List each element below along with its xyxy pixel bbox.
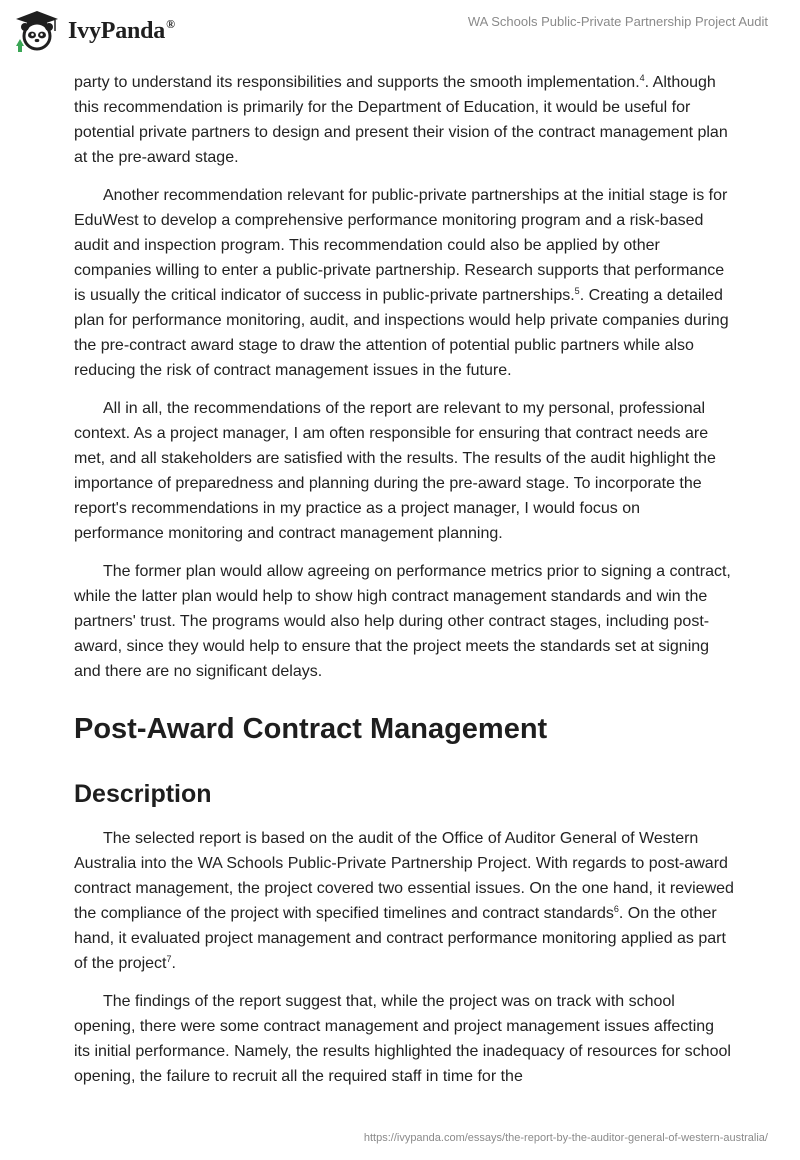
page-header [0,0,800,68]
document-title: WA Schools Public-Private Partnership Project Audit [467,14,768,29]
subsection-heading: Description [74,780,212,808]
paragraph: The selected report is based on the audit of the Office of Auditor General of Western Australia into the WA Schools Public-Private Partnership Project. With regards to post-award contract management, the project covered two essential issues. On the one hand, it reviewed the compliance of the project with specified timelines and contract standards$^6$. On the other hand, it evaluated project management and contract performance monitoring applied as part of the project$^7$. [74,830,734,972]
essay-body [74,70,734,1102]
paragraph: Another recommendation relevant for public-private partnerships at the initial stage is for EduWest to develop a comprehensive performance monitoring program and a risk-based audit and inspection program. This recommendation could also be applied by other companies willing to enter a public-private partnership. Research supports that performance is usually the critical indicator of success in public-private partnerships.$^5$. Creating a detailed plan for performance monitoring, audit, and inspections would help private companies during the pre-contract award stage to draw the attention of potential public partners while also reducing the risk of contract management issues in the future. [74,187,729,379]
brand-name: IvyPanda® [68,17,175,44]
source-url[interactable]: https://ivypanda.com/essays/the-report-by-the-auditor-general-of-western-australia/ [363,1132,768,1144]
section-heading: Post-Award Contract Management [74,713,548,745]
brand-logo[interactable] [14,9,175,53]
paragraph: party to understand its responsibilities and supports the smooth implementation.$^4$. Although this recommendation is primarily for the Department of Education, it would be useful for potential private partners to design and present their vision of the contract management plan at the pre-award stage. [74,73,728,166]
registered-mark: ® [166,17,175,31]
footnote-ref[interactable]: 7 [166,954,172,964]
footnote-ref[interactable]: 5 [574,286,580,296]
footnote-ref[interactable]: 4 [639,73,645,83]
paragraph: The former plan would allow agreeing on performance metrics prior to signing a contract, while the latter plan would help to show high contract management standards and win the partners' trust. The programs would also help during other contract stages, including post-award, since they would help to ensure that the project meets the standards set at signing and there are no significant delays. [74,563,731,680]
paragraph: All in all, the recommendations of the report are relevant to my personal, professional context. As a project manager, I am often responsible for ensuring that contract needs are met, and all stakeholders are satisfied with the results. The results of the audit highlight the importance of preparedness and planning during the pre-award stage. To incorporate the report's recommendations in my practice as a project manager, I would focus on performance monitoring and contract management planning. [74,400,716,542]
panda-graduate-logo-icon [14,9,60,53]
footnote-ref[interactable]: 6 [613,904,619,914]
paragraph: The findings of the report suggest that, while the project was on track with school opening, there were some contract management and project management issues affecting its initial performance. Namely, the results highlighted the inadequacy of resources for school opening, the failure to recruit all the required staff in time for the [74,993,731,1085]
